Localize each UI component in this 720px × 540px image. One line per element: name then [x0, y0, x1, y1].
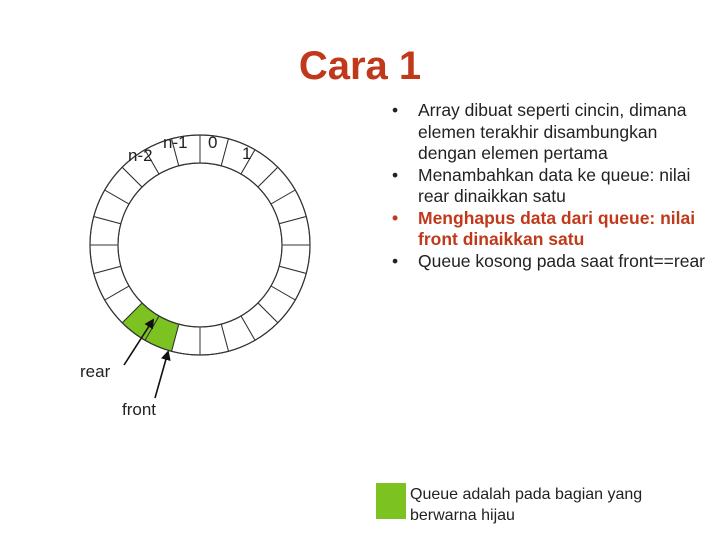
front-arrow [155, 352, 168, 398]
legend-green-swatch [376, 483, 406, 519]
bullet-item-highlighted: • Menghapus data dari queue: nilai front dinaikkan satu [392, 207, 696, 249]
legend-text: Queue adalah pada bagian yang berwarna hijau [410, 486, 643, 524]
bullet-text: Array dibuat seperti cincin, dimana elemen terakhir disambungkan dengan elemen pertama [418, 100, 687, 163]
bullet-text: Menghapus data dari queue: nilai front dinaikkan satu [418, 207, 696, 249]
bullet-text: Menambahkan data ke queue: nilai rear dinaikkan satu [418, 164, 691, 206]
bullet-list [386, 100, 706, 272]
ring-cells [90, 135, 310, 355]
rear-label: rear [80, 362, 111, 381]
front-label: front [122, 400, 157, 419]
index-label-1: 1 [242, 144, 252, 163]
ring-inner-circle [118, 163, 282, 327]
bullet-item: • Array dibuat seperti cincin, dimana elemen terakhir disambungkan dengan elemen pertama [392, 100, 687, 163]
bullet-text: Queue kosong pada saat front==rear [418, 250, 706, 271]
index-label-n-1: n-1 [163, 133, 188, 152]
bullet-item: • Queue kosong pada saat front==rear [392, 250, 706, 271]
index-label-0: 0 [208, 133, 218, 152]
bullet-item: • Menambahkan data ke queue: nilai rear dinaikkan satu [392, 164, 691, 206]
index-label-n-2: n-2 [128, 146, 153, 165]
slide-title: Cara 1 [298, 44, 422, 88]
